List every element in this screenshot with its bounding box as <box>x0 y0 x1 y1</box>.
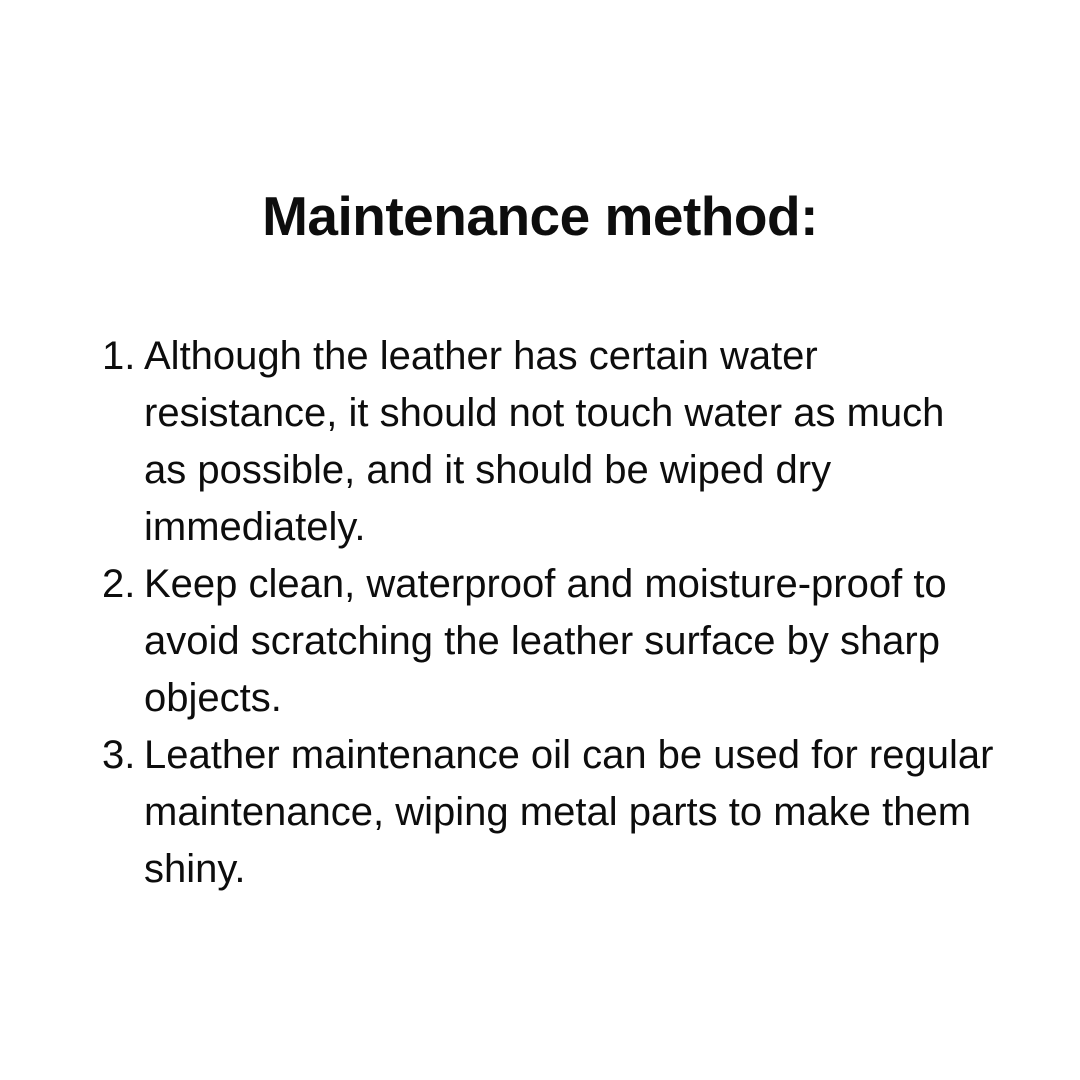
list-item <box>102 556 995 727</box>
list-item <box>102 328 995 556</box>
page-title: Maintenance method: <box>262 185 818 247</box>
list-item-number: 3. <box>102 732 136 777</box>
list-item <box>102 727 995 898</box>
maintenance-list <box>0 328 1080 898</box>
list-item-number: 1. <box>102 333 136 378</box>
list-item-text: Leather maintenance oil can be used for regular maintenance, wiping metal parts to make them shiny. <box>144 732 994 891</box>
list-item-text: Keep clean, waterproof and moisture-proof to avoid scratching the leather surface by sharp objects. <box>144 561 947 720</box>
list-item-text: Although the leather has certain water resistance, it should not touch water as much as possible, and it should be wiped dry immediately. <box>144 333 945 549</box>
list-item-number: 2. <box>102 561 136 606</box>
